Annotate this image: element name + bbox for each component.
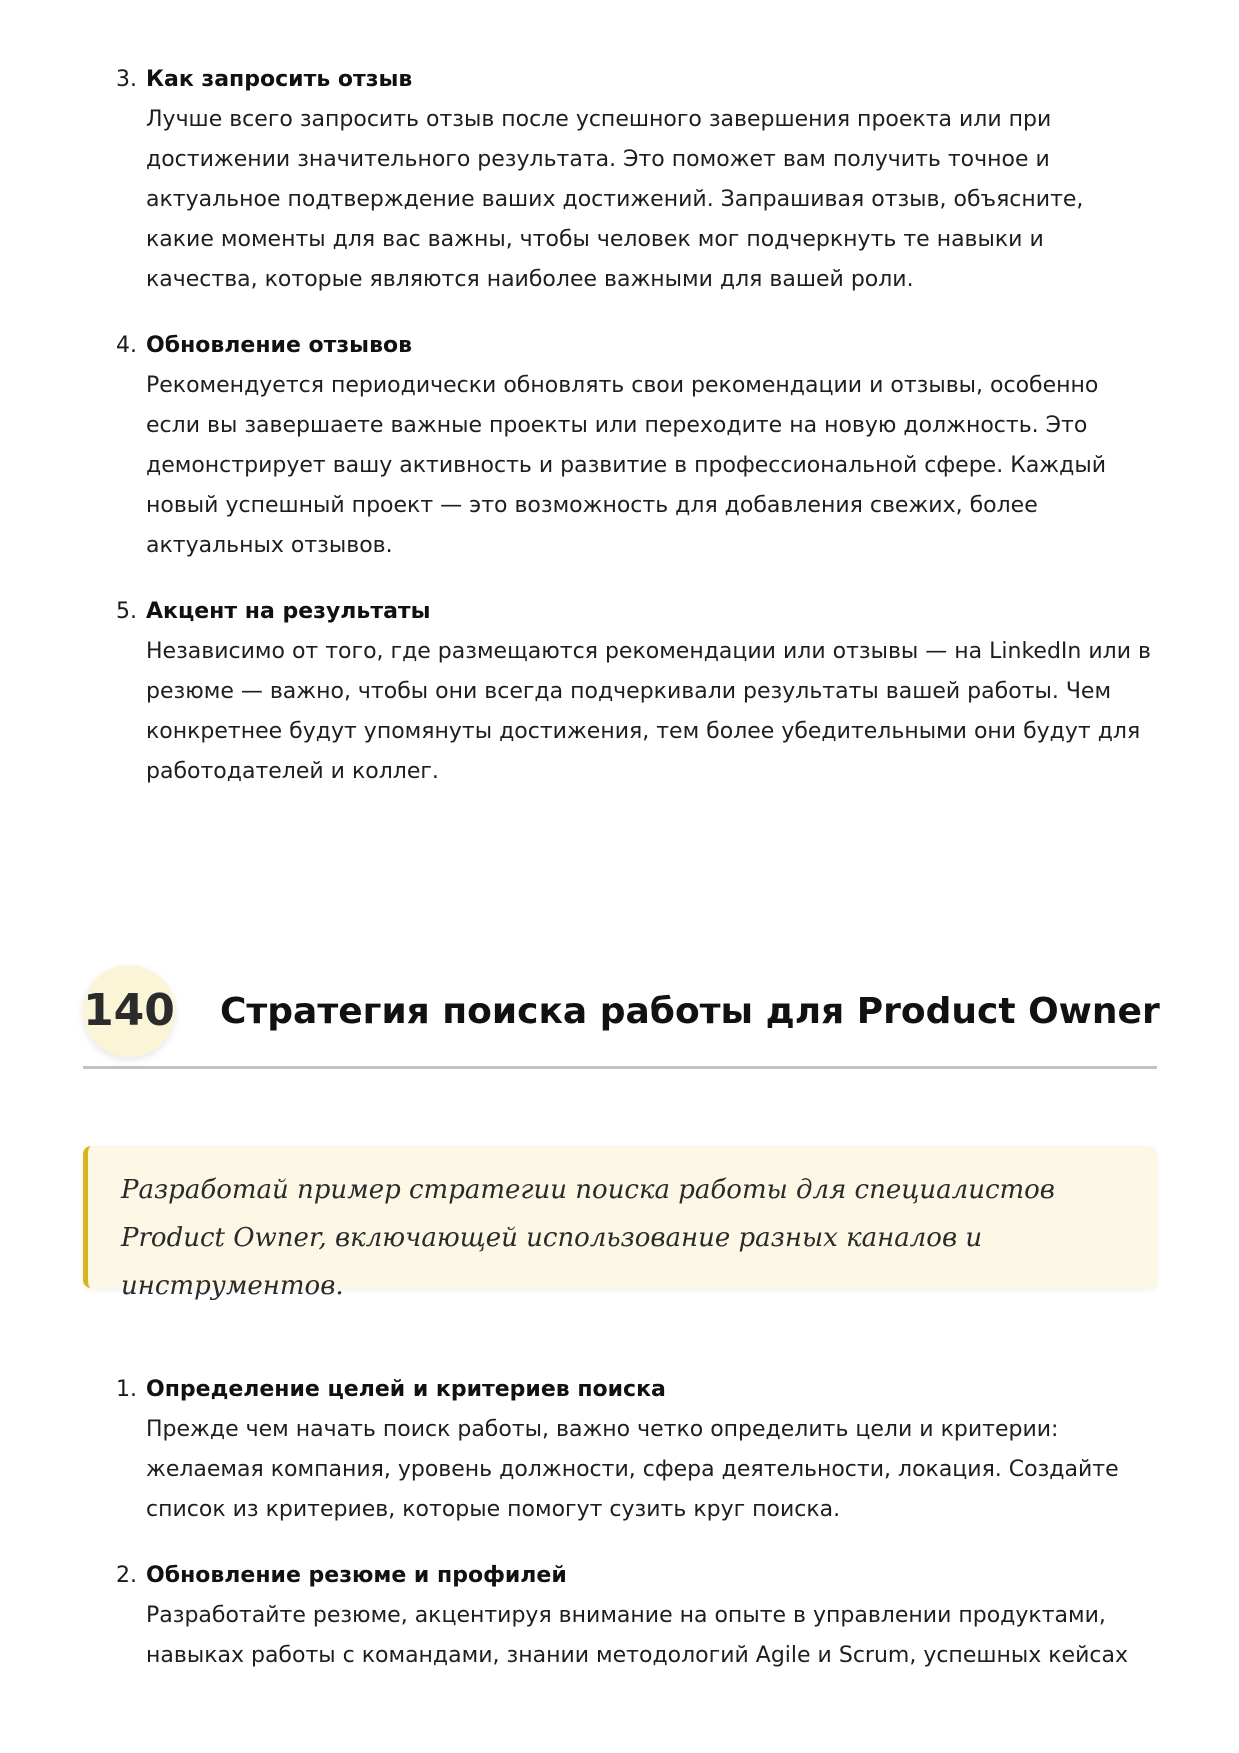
list-item-body: Рекомендуется периодически обновлять свои рекомендации и отзывы, особенно если вы завершаете важные проекты или переходите на новую должность. Это демонстрирует вашу активность и развитие в профессиональной сфере. Каждый новый успешный проект — это возможность для добавления свежих, более актуальных отзывов. xyxy=(146,373,1106,558)
list-item-number: 3. xyxy=(116,67,137,92)
list-item-title: Как запросить отзыв xyxy=(146,67,413,92)
list-item-number: 4. xyxy=(116,333,137,358)
section-number: 140 xyxy=(83,985,175,1036)
section-title: Стратегия поиска работы для Product Owner xyxy=(220,991,1160,1032)
list-item-title: Определение целей и критериев поиска xyxy=(146,1377,666,1402)
list-item xyxy=(0,326,1239,566)
list-item-title: Акцент на результаты xyxy=(146,599,431,624)
section-divider xyxy=(83,1066,1157,1069)
list-item-body: Лучше всего запросить отзыв после успешного завершения проекта или при достижении значительного результата. Это поможет вам получить точное и актуальное подтверждение ваших достижений. Запрашивая отзыв, объясните, какие моменты для вас важны, чтобы человек мог подчеркнуть те навыки и качества, которые являются наиболее важными для вашей роли. xyxy=(146,107,1084,292)
list-item xyxy=(0,60,1239,300)
list-item-title: Обновление отзывов xyxy=(146,333,413,358)
list-item-body: Прежде чем начать поиск работы, важно четко определить цели и критерии: желаемая компания, уровень должности, сфера деятельности, локация. Создайте список из критериев, которые помогут сузить круг поиска. xyxy=(146,1417,1119,1522)
list-item-number: 1. xyxy=(116,1377,137,1402)
list-item-title: Обновление резюме и профилей xyxy=(146,1563,567,1588)
section-header xyxy=(83,965,1160,1069)
list-item xyxy=(0,1556,1239,1676)
list-item-body: Разработайте резюме, акцентируя внимание на опыте в управлении продуктами, навыках работы с командами, знании методологий Agile и Scrum, успешных кейсах xyxy=(146,1603,1128,1668)
list-item-body: Независимо от того, где размещаются рекомендации или отзывы — на LinkedIn или в резюме — важно, чтобы они всегда подчеркивали результаты вашей работы. Чем конкретнее будут упомянуты достижения, тем более убедительными они будут для работодателей и коллег. xyxy=(146,639,1151,784)
list-item-number: 2. xyxy=(116,1563,137,1588)
section-number-badge xyxy=(83,965,175,1057)
list-item xyxy=(0,1370,1239,1530)
bottom-numbered-list xyxy=(0,1370,1239,1702)
list-item xyxy=(0,592,1239,792)
top-numbered-list xyxy=(0,60,1239,818)
prompt-text: Разработай пример стратегии поиска работы для специалистов Product Owner, включающей использование разных каналов и инструментов. xyxy=(121,1175,1055,1301)
prompt-callout xyxy=(83,1146,1157,1301)
list-item-number: 5. xyxy=(116,599,137,624)
